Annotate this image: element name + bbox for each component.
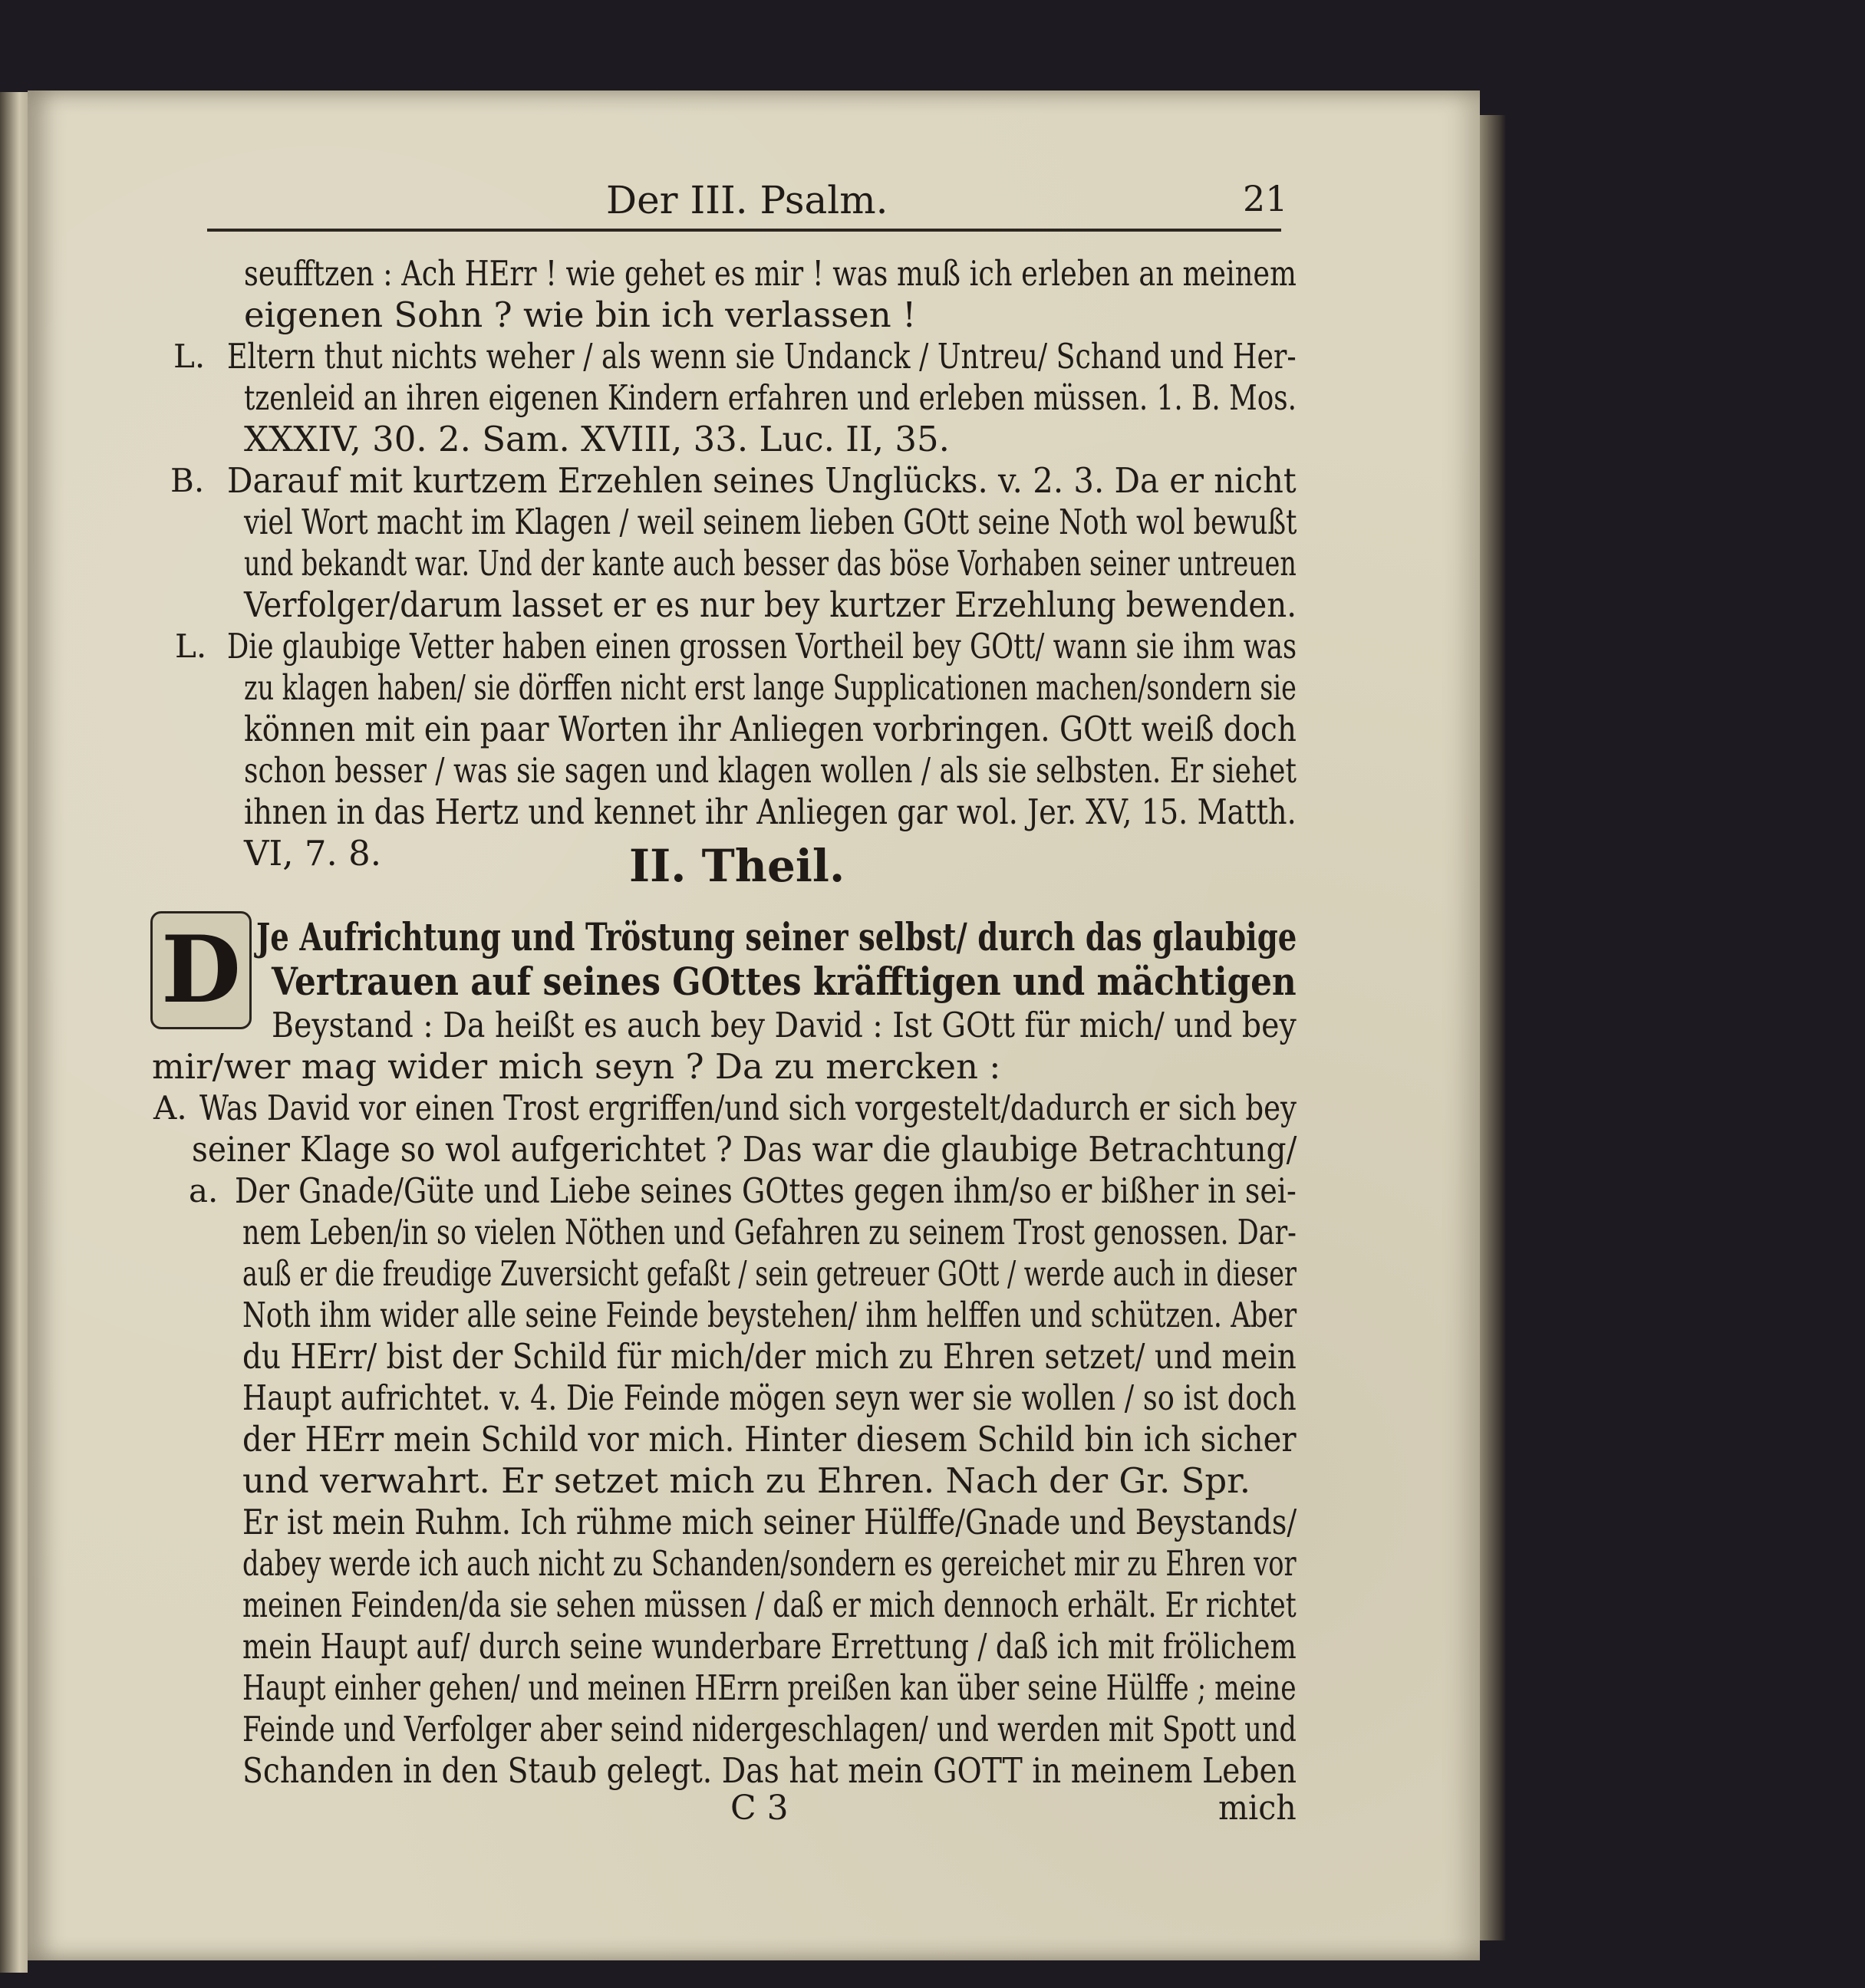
margin-marker: A. [153,1089,187,1127]
margin-marker: L. [175,627,207,665]
text-line: Haupt einher gehen/ und meinen HErrn preißen kan über seine Hülffe ; meine [242,1667,1297,1708]
ornamental-initial [150,911,252,1029]
drop-cap-letter: D [160,916,242,1024]
text-line: Die glaubige Vetter haben einen grossen Vortheil bey GOtt/ wann sie ihm was [227,626,1297,667]
text-line: seufftzen : Ach HErr ! wie gehet es mir ! was muß ich erleben an meinem [244,253,1297,294]
text-line: schon besser / was sie sagen und klagen wollen / als sie selbsten. Er siehet [244,750,1297,791]
text-line: eigenen Sohn ? wie bin ich verlassen ! [244,295,917,335]
page-edge-shadow [1480,115,1506,1940]
text-line: auß er die freudige Zuversicht gefaßt / sein getreuer GOtt / werde auch in dieser [242,1253,1297,1294]
text-line: Der Gnade/Güte und Liebe seines GOttes gegen ihm/so er bißher in sei- [235,1170,1297,1211]
header-rule [207,229,1281,232]
intro-line: Beystand : Da heißt es auch bey David : Ist GOtt für mich/ und bey [272,1005,1297,1045]
text-line: Haupt aufrichtet. v. 4. Die Feinde mögen seyn wer sie wollen / so ist doch [242,1377,1297,1418]
text-line: und bekandt war. Und der kante auch besser das böse Vorhaben seiner untreuen [244,543,1297,584]
page-number: 21 [1243,178,1288,219]
intro-line: mir/wer mag wider mich seyn ? Da zu mercken : [152,1046,1001,1087]
text-line: ihnen in das Hertz und kennet ihr Anliegen gar wol. Jer. XV, 15. Matth. [244,792,1297,832]
text-line: seiner Klage so wol aufgerichtet ? Das war die glaubige Betrachtung/ [192,1129,1297,1170]
text-line: können mit ein paar Worten ihr Anliegen vorbringen. GOtt weiß doch [244,709,1297,749]
text-line: und verwahrt. Er setzet mich zu Ehren. Nach der Gr. Spr. [242,1460,1251,1501]
text-line: Feinde und Verfolger aber seind nidergeschlagen/ und werden mit Spott und [242,1709,1297,1749]
intro-line: Je Aufrichtung und Tröstung seiner selbst/ durch das glaubige [256,914,1297,959]
text-line: Eltern thut nichts weher / als wenn sie Undanck / Untreu/ Schand und Her- [227,336,1297,377]
section-heading: II. Theil. [629,840,845,892]
text-line: Noth ihm wider alle seine Feinde beystehen/ ihm helffen und schützen. Aber [242,1295,1297,1335]
text-line: tzenleid an ihren eigenen Kindern erfahren und erleben müssen. 1. B. Mos. [244,377,1297,418]
text-line: Was David vor einen Trost ergriffen/und sich vorgestelt/dadurch er sich bey [199,1088,1297,1128]
text-line: XXXIV, 30. 2. Sam. XVIII, 33. Luc. II, 35. [244,419,950,459]
text-line: Verfolger/darum lasset er es nur bey kurtzer Erzehlung bewenden. [244,584,1297,625]
text-line: zu klagen haben/ sie dörffen nicht erst lange Supplicationen machen/sondern sie [244,667,1297,708]
running-title: Der III. Psalm. [606,178,888,222]
text-line: du HErr/ bist der Schild für mich/der mich zu Ehren setzet/ und mein [242,1336,1297,1377]
text-line: viel Wort macht im Klagen / weil seinem lieben GOtt seine Noth wol bewußt [244,502,1297,542]
text-line: meinen Feinden/da sie sehen müssen / daß er mich dennoch erhält. Er richtet [242,1585,1297,1625]
text-line: Er ist mein Ruhm. Ich rühme mich seiner Hülffe/Gnade und Beystands/ [242,1502,1297,1542]
text-line: der HErr mein Schild vor mich. Hinter diesem Schild bin ich sicher [242,1419,1297,1460]
text-line: mein Haupt auf/ durch seine wunderbare Errettung / daß ich mit frölichem [242,1626,1297,1667]
signature-mark: C 3 [730,1789,789,1828]
margin-marker: a. [189,1172,219,1210]
intro-line: Vertrauen auf seines GOttes kräfftigen und mächtigen [272,959,1297,1004]
margin-marker: B. [170,462,205,499]
text-line: Darauf mit kurtzem Erzehlen seines Unglücks. v. 2. 3. Da er nicht [227,460,1297,501]
text-line: VI, 7. 8. [244,833,382,874]
text-line: dabey werde ich auch nicht zu Schanden/sondern es gereichet mir zu Ehren vor [242,1543,1297,1584]
text-line: nem Leben/in so vielen Nöthen und Gefahren zu seinem Trost genossen. Dar- [242,1212,1297,1252]
facing-page-edge [0,92,28,1973]
margin-marker: L. [173,337,206,375]
text-line: Schanden in den Staub gelegt. Das hat mein GOTT in meinem Leben [242,1750,1297,1791]
catchword: mich [1218,1789,1297,1828]
